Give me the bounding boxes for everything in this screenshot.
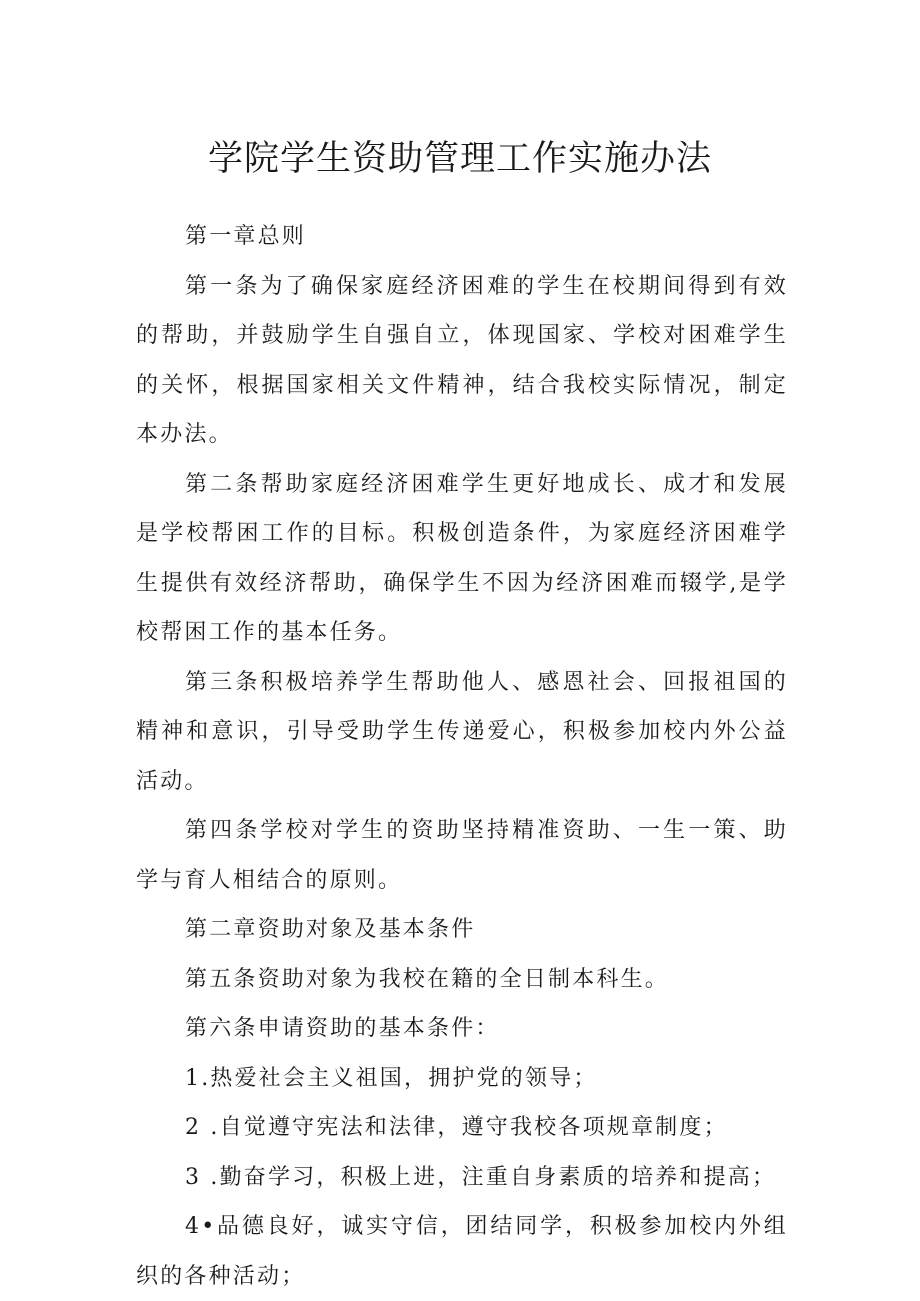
document-title: 学院学生资助管理工作实施办法 bbox=[207, 139, 712, 179]
article-paragraph: 第四条学校对学生的资助坚持精准资助、一生一策、助学与育人相结合的原则。 bbox=[136, 818, 788, 893]
condition-item: 4•品德良好，诚实守信，团结同学，积极参加校内外组织的各种活动； bbox=[136, 1214, 788, 1289]
chapter-heading: 第一章总则 bbox=[185, 224, 307, 249]
article-paragraph: 第六条申请资助的基本条件： bbox=[185, 1016, 500, 1041]
document-body bbox=[136, 212, 788, 1301]
article-paragraph: 第五条资助对象为我校在籍的全日制本科生。 bbox=[185, 966, 670, 992]
condition-item: 3 .勤奋学习，积极上进，注重自身素质的培养和提高； bbox=[185, 1164, 777, 1190]
chapter-heading: 第二章资助对象及基本条件 bbox=[185, 917, 476, 942]
condition-item: 2 .自觉遵守宪法和法律，遵守我校各项规章制度； bbox=[185, 1115, 728, 1140]
article-paragraph: 第三条积极培养学生帮助他人、感恩社会、回报祖国的精神和意识，引导受助学生传递爱心，积极参加校内外公益活动。 bbox=[136, 669, 788, 794]
article-paragraph: 第二条帮助家庭经济困难学生更好地成长、成才和发展是学校帮困工作的目标。积极创造条件，为家庭经济困难学生提供有效经济帮助，确保学生不因为经济困难而辍学,是学校帮困工作的基本任务。 bbox=[136, 471, 788, 645]
article-paragraph: 第一条为了确保家庭经济困难的学生在校期间得到有效的帮助，并鼓励学生自强自立，体现国家、学校对困难学生的关怀，根据国家相关文件精神，结合我校实际情况，制定本办法。 bbox=[136, 273, 788, 447]
condition-item: 1.热爱社会主义祖国，拥护党的领导； bbox=[185, 1065, 598, 1091]
